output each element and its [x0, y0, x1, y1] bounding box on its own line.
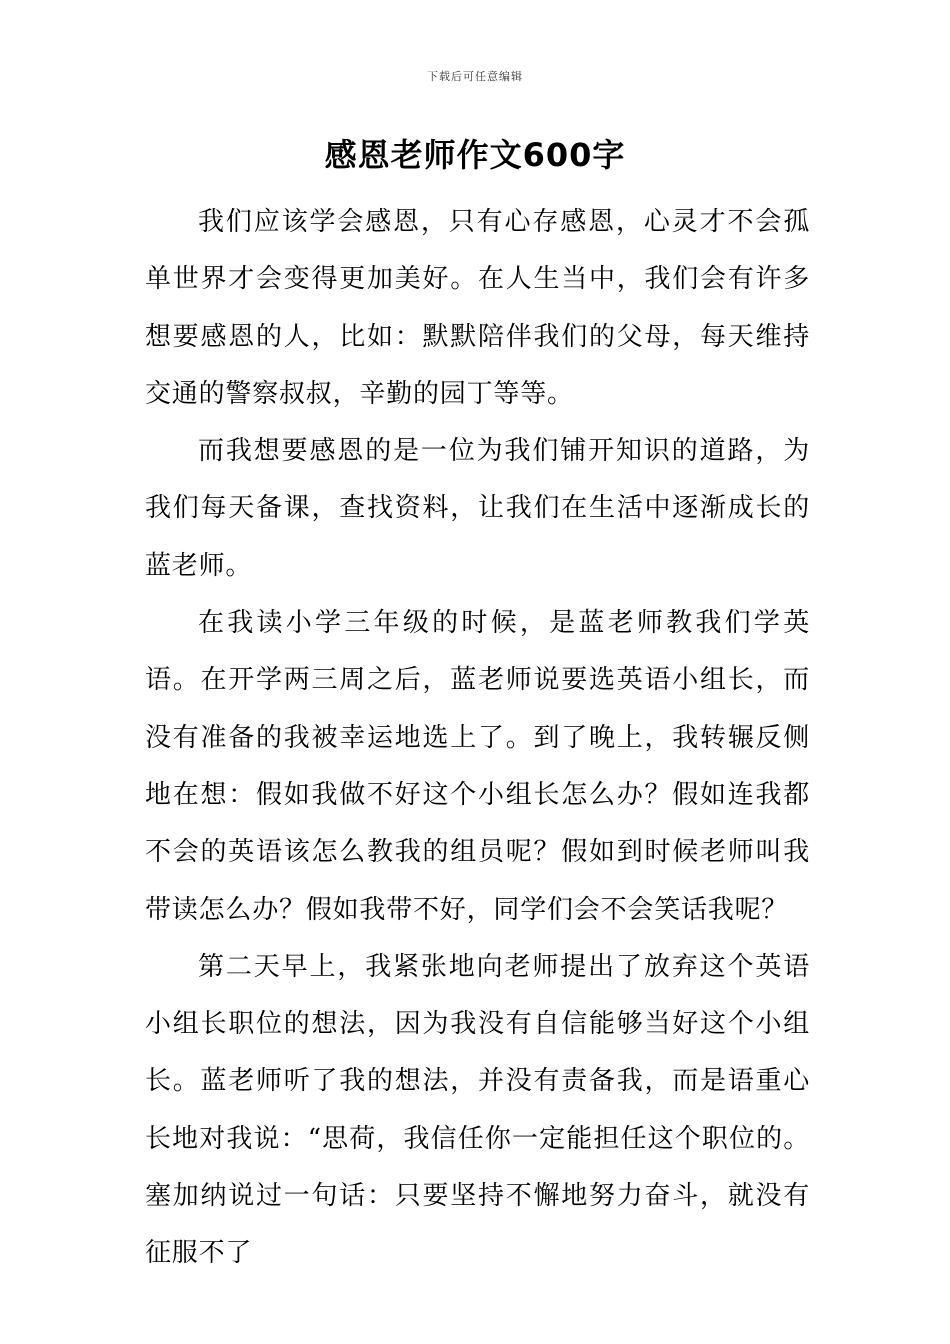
document-body: [145, 194, 810, 1283]
paragraph-4: 第二天早上，我紧张地向老师提出了放弃这个英语小组长职位的想法，因为我没有自信能够当好这个小组长。蓝老师听了我的想法，并没有责备我，而是语重心长地对我说：“思荷，我信任你一定能担任这个职位的。塞加纳说过一句话：只要坚持不懈地努力奋斗，就没有征服不了: [145, 951, 810, 1269]
paragraph-1: 我们应该学会感恩，只有心存感恩，心灵才不会孤单世界才会变得更加美好。在人生当中，我们会有许多想要感恩的人，比如：默默陪伴我们的父母，每天维持交通的警察叔叔，辛勤的园丁等等。: [145, 207, 810, 409]
paragraph-3: 在我读小学三年级的时候，是蓝老师教我们学英语。在开学两三周之后，蓝老师说要选英语小组长，而没有准备的我被幸运地选上了。到了晚上，我转辗反侧地在想：假如我做不好这个小组长怎么办？假如连我都不会的英语该怎么教我的组员呢？假如到时候老师叫我带读怎么办？假如我带不好，同学们会不会笑话我呢？: [145, 608, 810, 925]
header-note: 下载后可任意编辑: [427, 70, 523, 83]
document-title: 感恩老师作文600字: [324, 136, 626, 174]
paragraph-2: 而我想要感恩的是一位为我们铺开知识的道路，为我们每天备课，查找资料，让我们在生活中逐渐成长的蓝老师。: [145, 436, 810, 581]
